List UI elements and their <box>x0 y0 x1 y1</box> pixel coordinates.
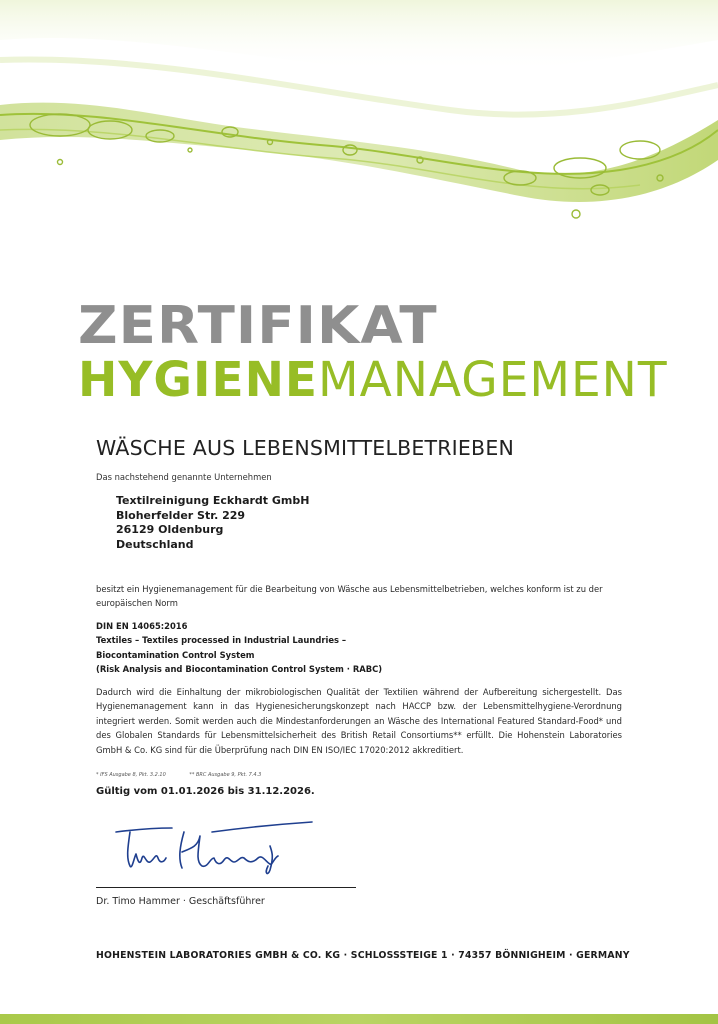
intro-text: Das nachstehend genannte Unternehmen <box>96 472 272 482</box>
company-country: Deutschland <box>116 537 194 551</box>
footnotes <box>96 772 261 778</box>
title-part-regular: MANAGEMENT <box>318 352 668 408</box>
issuer-address-footer: HOHENSTEIN LABORATORIES GMBH & CO. KG · SCHLOSSSTEIGE 1 · 74357 BÖNNIGHEIM · GERMANY <box>96 950 630 961</box>
bottom-color-band <box>0 1014 718 1024</box>
certificate-subject <box>78 352 668 408</box>
norm-id: DIN EN 14065:2016 <box>96 621 188 631</box>
norm-title-line: (Risk Analysis and Biocontamination Control System · RABC) <box>96 664 383 675</box>
company-address <box>116 494 309 552</box>
signatory-name: Dr. Timo Hammer · Geschäftsführer <box>96 896 265 907</box>
norm-title-line: Textiles – Textiles processed in Industrial Laundries – <box>96 635 347 646</box>
description-paragraph: Dadurch wird die Einhaltung der mikrobiologischen Qualität der Textilien während der Aufbereitung sichergestellt. Das Hygienemanagement kann in das Hygienesicherungskonzept nach HACCP bzw. der Lebensmittelhygiene-Verordnung integriert werden. Somit werden auch die Mindestanforderungen an Wäsche des International Featured Standard-Food* und des Globalen Standards für Lebensmittelsicherheit des British Retail Consortiums** erfüllt. Die Hohenstein Laboratories GmbH & Co. KG sind für die Überprüfung nach DIN EN ISO/IEC 17020:2012 akkreditiert. <box>96 687 622 755</box>
footnote-brc: ** BRC Ausgabe 9, Pkt. 7.4.3 <box>189 772 262 778</box>
company-city: 26129 Oldenburg <box>116 523 224 537</box>
company-name: Textilreinigung Eckhardt GmbH <box>116 494 310 507</box>
norm-block <box>96 619 382 677</box>
certificate-scope: WÄSCHE AUS LEBENSMITTELBETRIEBEN <box>96 436 515 460</box>
norm-title-line: Biocontamination Control System <box>96 649 255 660</box>
company-street: Bloherfelder Str. 229 <box>116 508 246 522</box>
title-part-bold: HYGIENE <box>78 352 319 408</box>
conformity-statement: besitzt ein Hygienemanagement für die Bearbeitung von Wäsche aus Lebensmittelbetrieben, welches konform ist zu der europäischen Norm <box>96 584 603 609</box>
validity-period: Gültig vom 01.01.2026 bis 31.12.2026. <box>96 786 315 797</box>
footnote-ifs: * IFS Ausgabe 8, Pkt. 3.2.10 <box>96 772 166 778</box>
certificate-title: ZERTIFIKAT <box>78 296 438 356</box>
water-wave-illustration <box>0 0 718 240</box>
signature-line <box>96 887 356 888</box>
signature-image <box>112 818 322 884</box>
